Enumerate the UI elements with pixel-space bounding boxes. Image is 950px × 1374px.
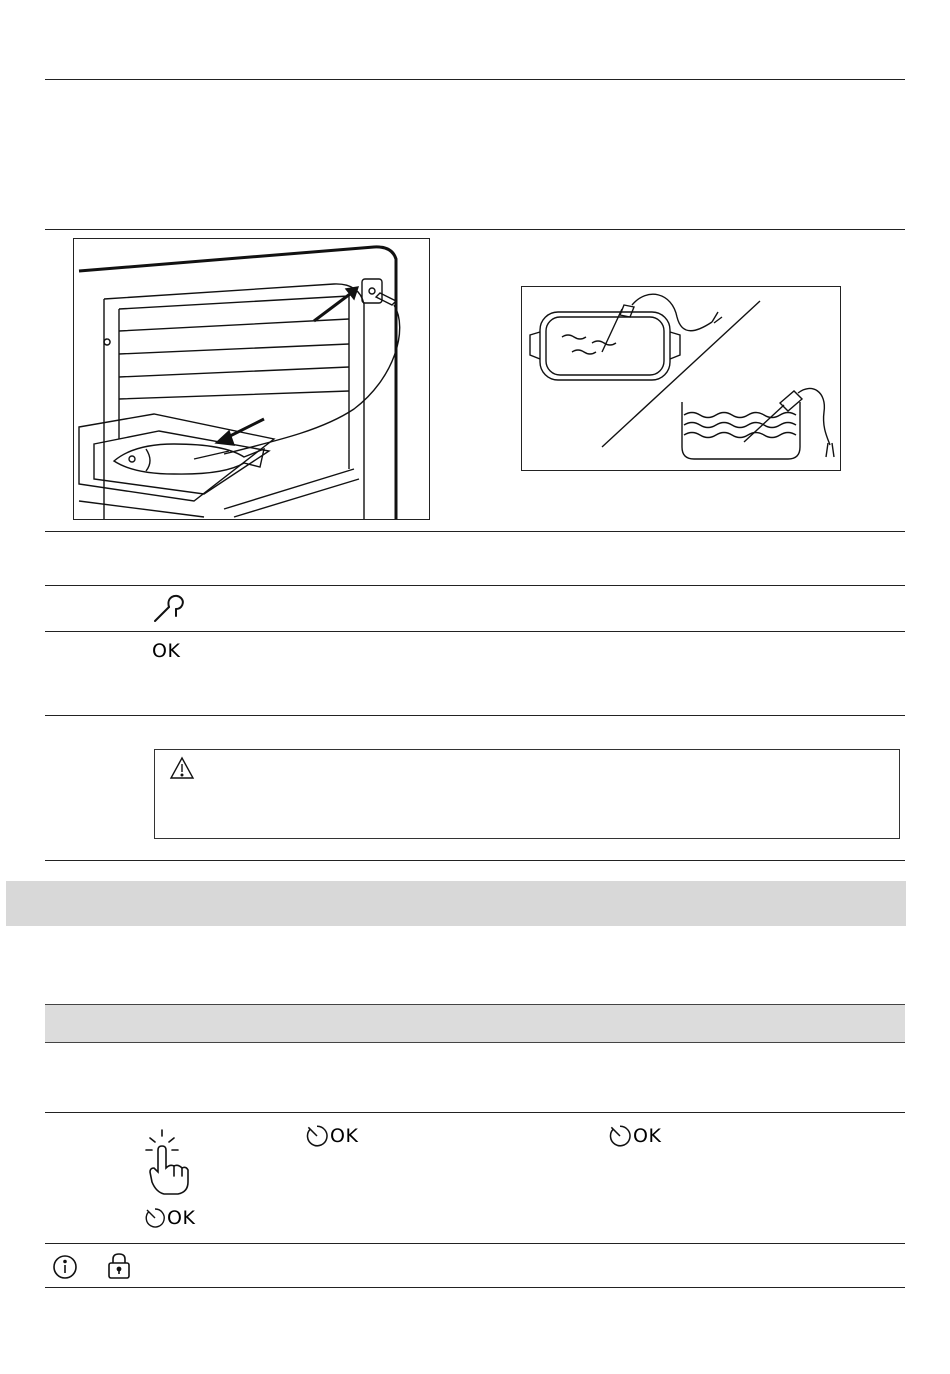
timer-icon [607,1123,633,1149]
rule-step-3 [45,715,905,716]
lock-icon [106,1252,132,1280]
table-rule-1 [45,1112,905,1113]
rule-top [45,79,905,80]
table-rule-2 [45,1243,905,1244]
table-rule-3 [45,1287,905,1288]
touch-hand-icon [140,1126,198,1196]
inline-timer-ok-2 [607,1123,661,1149]
timer-ok-below-hand [143,1206,195,1230]
info-icon [52,1254,78,1280]
table-header [45,1004,905,1043]
timer-icon [304,1123,330,1149]
caution-box [154,749,900,839]
warning-triangle-icon [169,756,195,780]
rule-figures-top [45,229,905,230]
core-probe-icon [152,591,186,625]
oven-probe-illustration [73,238,430,520]
rule-step-2 [45,631,905,632]
rule-caution-bottom [45,860,905,861]
section-heading-band [6,881,906,926]
timer-ok-label: OK [167,1207,196,1229]
ok-button-label: OK [152,640,181,662]
timer-icon [143,1206,167,1230]
rule-step-1 [45,585,905,586]
inline-ok-label-2: OK [633,1125,662,1147]
probe-placement-illustration [521,286,841,471]
inline-timer-ok-1 [304,1123,358,1149]
rule-figures-bottom [45,531,905,532]
inline-ok-label-1: OK [330,1125,359,1147]
